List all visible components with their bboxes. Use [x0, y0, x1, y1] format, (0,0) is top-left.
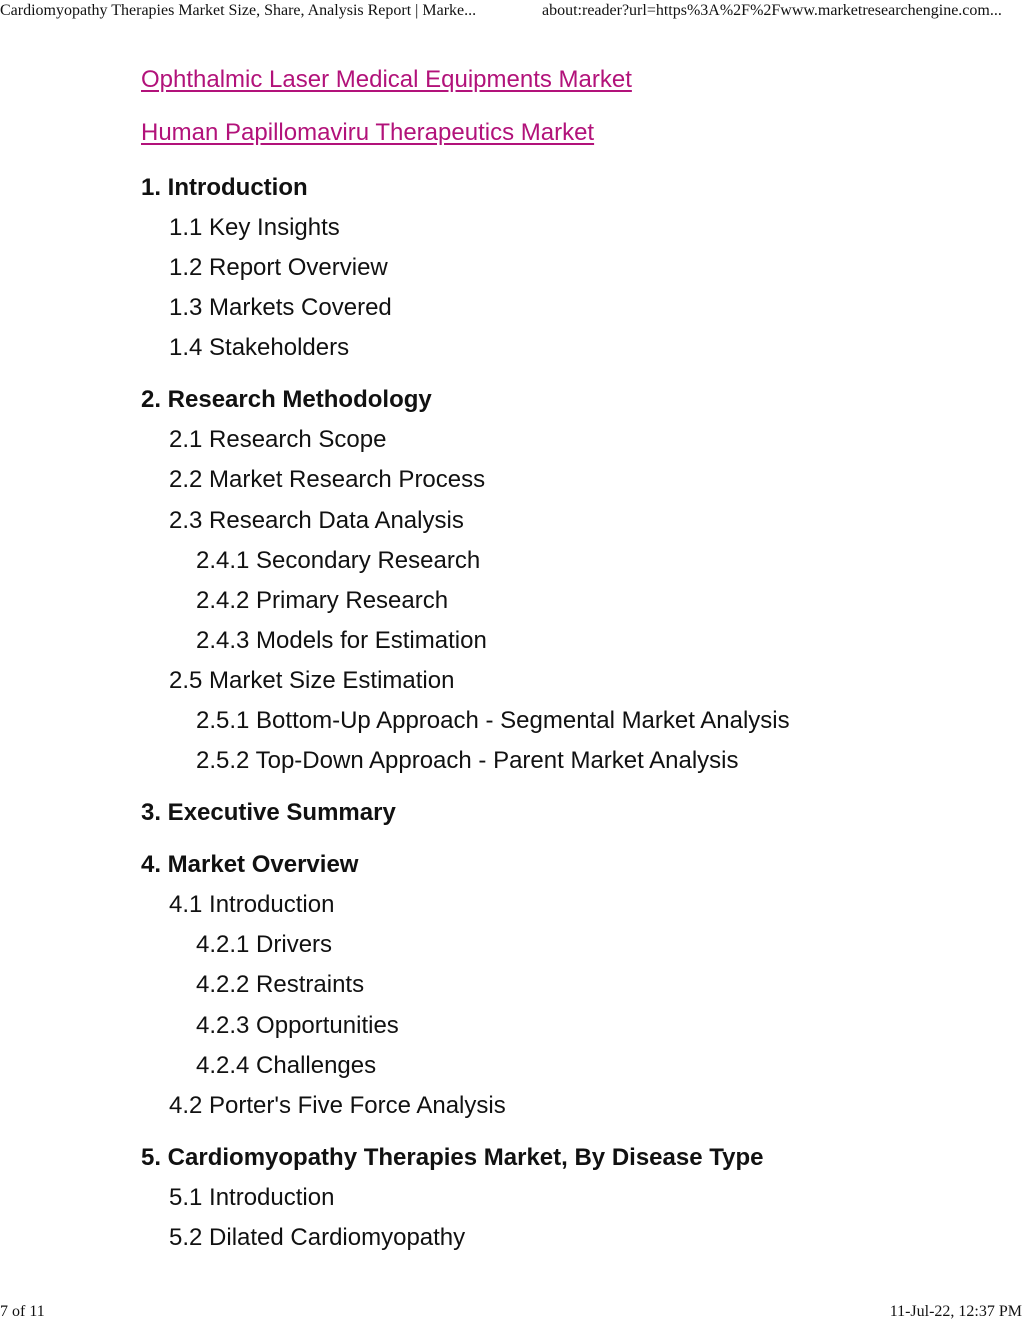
toc-subsection-list [141, 885, 1001, 1126]
page-number: 7 of 11 [0, 1303, 45, 1320]
toc-item: 2.4.2 Primary Research [196, 586, 449, 614]
print-header [0, 2, 1024, 24]
related-link-human-papillomavirus[interactable]: Human Papillomaviru Therapeutics Market [141, 119, 595, 146]
toc-item: 5.2 Dilated Cardiomyopathy [169, 1223, 466, 1251]
toc-item: 2.2 Market Research Process [169, 466, 486, 494]
toc-item: 1.4 Stakeholders [169, 334, 350, 362]
toc-section-heading: 1. Introduction [141, 174, 308, 201]
toc-subsection-list [141, 208, 1001, 368]
toc-item: 2.5.2 Top-Down Approach - Parent Market Analysis [196, 747, 739, 775]
print-header-url: about:reader?url=https%3A%2F%2Fwww.marketresearchengine.com... [542, 2, 1002, 19]
toc-item: 2.5 Market Size Estimation [169, 666, 455, 694]
toc-item: 2.1 Research Scope [169, 426, 387, 454]
toc-section [141, 168, 1001, 368]
toc-item: 4.2.1 Drivers [196, 931, 333, 959]
toc-item: 2.5.1 Bottom-Up Approach - Segmental Market Analysis [196, 707, 790, 735]
toc-item: 1.1 Key Insights [169, 214, 340, 241]
toc-subsection-list [141, 420, 1001, 781]
toc-item: 5.1 Introduction [169, 1183, 335, 1211]
toc-section [141, 380, 1001, 781]
toc-item: 2.4.1 Secondary Research [196, 546, 481, 574]
print-datetime: 11-Jul-22, 12:37 PM [889, 1303, 1022, 1320]
toc-item: 4.2.3 Opportunities [196, 1011, 399, 1039]
toc-item: 2.3 Research Data Analysis [169, 506, 464, 534]
toc-section-heading: 2. Research Methodology [141, 386, 432, 414]
toc-section-heading: 4. Market Overview [141, 851, 359, 879]
toc-item: 2.4.3 Models for Estimation [196, 626, 487, 654]
toc-section-heading: 3. Executive Summary [141, 799, 396, 827]
toc-section [141, 845, 1001, 1126]
toc-item: 4.1 Introduction [169, 891, 335, 919]
toc-item: 4.2 Porter's Five Force Analysis [169, 1091, 506, 1119]
toc-section [141, 793, 1001, 833]
article-content [141, 62, 1001, 1270]
toc-item: 4.2.4 Challenges [196, 1051, 377, 1079]
toc-section [141, 1138, 1001, 1258]
toc-item: 1.3 Markets Covered [169, 294, 392, 322]
table-of-contents [141, 168, 1001, 1258]
toc-subsection-list [141, 1178, 1001, 1258]
toc-item: 4.2.2 Restraints [196, 971, 365, 999]
toc-item: 1.2 Report Overview [169, 254, 388, 282]
related-links [141, 62, 1001, 151]
print-footer [0, 1303, 1024, 1325]
print-header-title: Cardiomyopathy Therapies Market Size, Share, Analysis Report | Marke... [0, 2, 477, 19]
toc-section-heading: 5. Cardiomyopathy Therapies Market, By Disease Type [141, 1143, 764, 1171]
related-link-ophthalmic-laser[interactable]: Ophthalmic Laser Medical Equipments Market [141, 66, 632, 93]
